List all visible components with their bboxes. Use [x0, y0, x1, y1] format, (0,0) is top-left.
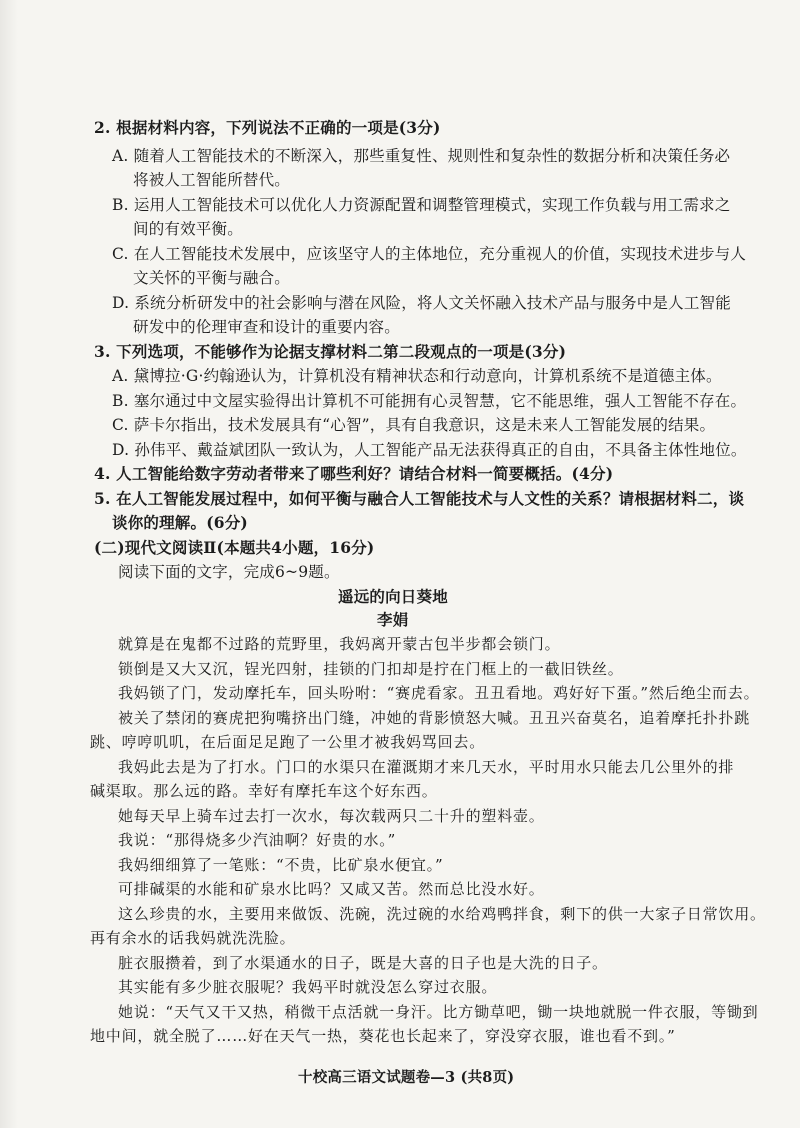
question-3-option-d: D. 孙伟平、戴益斌团队一致认为，人工智能产品无法获得真正的自由，不具备主体性地位。 — [112, 441, 747, 459]
scan-edge-shadow — [0, 0, 18, 1128]
question-2-option-b-line1: B. 运用人工智能技术可以优化人力资源配置和调整管理模式，实现工作负载与用工需求之 — [112, 196, 731, 214]
question-2-option-a-line2: 将被人工智能所替代。 — [133, 171, 291, 189]
passage-paragraph-12: 其实能有多少脏衣服呢？我妈平时就没怎么穿过衣服。 — [118, 978, 498, 996]
passage-paragraph-9: 可排碱渠的水能和矿泉水比吗？又咸又苦。然而总比没水好。 — [118, 880, 545, 898]
passage-paragraph-4-line1: 被关了禁闭的赛虎把狗嘴挤出门缝，冲她的背影愤怒大喊。丑丑兴奋莫名，追着摩托扑扑跳 — [118, 709, 751, 727]
question-2-option-c-line2: 文关怀的平衡与融合。 — [133, 269, 291, 287]
question-2-option-c-line1: C. 在人工智能技术发展中，应该坚守人的主体地位，充分重视人的价值，实现技术进步与人 — [112, 245, 747, 263]
question-2-option-d-line1: D. 系统分析研发中的社会影响与潜在风险，将人文关怀融入技术产品与服务中是人工智能 — [112, 294, 731, 312]
passage-paragraph-5-line1: 我妈此去是为了打水。门口的水渠只在灌溉期才来几天水，平时用水只能去几公里外的排 — [118, 758, 735, 776]
passage-paragraph-2: 锁倒是又大又沉，锃光四射，挂锁的门扣却是拧在门框上的一截旧铁丝。 — [118, 660, 624, 678]
passage-paragraph-8: 我妈细细算了一笔账：“不贵，比矿泉水便宜。” — [118, 856, 444, 874]
question-2-option-d-line2: 研发中的伦理审查和设计的重要内容。 — [133, 318, 400, 336]
passage-paragraph-7: 我说：“那得烧多少汽油啊？好贵的水。” — [118, 831, 397, 849]
passage-paragraph-13-line2: 地中间，就全脱了……好在天气一热，葵花也长起来了，穿没穿衣服，谁也看不到。” — [90, 1027, 676, 1045]
section-2-instruction: 阅读下面的文字，完成6~9题。 — [118, 563, 340, 581]
passage-paragraph-4-line2: 跳、哼哼叽叽，在后面足足跑了一公里才被我妈骂回去。 — [90, 733, 486, 751]
question-3-option-a: A. 黛博拉·G·约翰逊认为，计算机没有精神状态和行动意向，计算机系统不是道德主体。 — [112, 367, 722, 385]
passage-author: 李娟 — [377, 610, 409, 629]
section-2-heading: (二)现代文阅读Ⅱ(本题共4小题，16分) — [94, 538, 375, 557]
question-5-stem-line2: 谈你的理解。(6分) — [112, 513, 248, 532]
passage-paragraph-13-line1: 她说：“天气又干又热，稍微干点活就一身汗。比方锄草吧，锄一块地就脱一件衣服，等锄到 — [118, 1003, 759, 1021]
question-3-option-b: B. 塞尔通过中文屋实验得出计算机不可能拥有心灵智慧，它不能思维，强人工智能不存在。 — [112, 392, 747, 410]
passage-paragraph-3: 我妈锁了门，发动摩托车，回头吩咐：“赛虎看家。丑丑看地。鸡好好下蛋。”然后绝尘而去。 — [118, 684, 760, 702]
question-4-stem: 4. 人工智能给数字劳动者带来了哪些利好？请结合材料一简要概括。(4分) — [94, 464, 614, 483]
question-2-option-b-line2: 间的有效平衡。 — [133, 220, 243, 238]
passage-paragraph-1: 就算是在鬼都不过路的荒野里，我妈离开蒙古包半步都会锁门。 — [118, 635, 561, 653]
page-footer: 十校高三语文试题卷—3 (共8页) — [298, 1069, 515, 1086]
question-3-stem: 3. 下列选项，不能够作为论据支撑材料二第二段观点的一项是(3分) — [94, 342, 567, 361]
passage-paragraph-10-line2: 再有余水的话我妈就洗洗脸。 — [90, 929, 296, 947]
question-3-option-c: C. 萨卡尔指出，技术发展具有“心智”，具有自我意识，这是未来人工智能发展的结果。 — [112, 416, 716, 434]
passage-paragraph-6: 她每天早上骑车过去打一次水，每次载两只二十升的塑料壶。 — [118, 807, 545, 825]
passage-paragraph-10-line1: 这么珍贵的水，主要用来做饭、洗碗，洗过碗的水给鸡鸭拌食，剩下的供一大家子日常饮用。 — [118, 905, 766, 923]
question-2-stem: 2. 根据材料内容，下列说法不正确的一项是(3分) — [94, 118, 441, 137]
question-5-stem-line1: 5. 在人工智能发展过程中，如何平衡与融合人工智能技术与人文性的关系？请根据材料二，谈 — [94, 489, 745, 508]
question-2-option-a-line1: A. 随着人工智能技术的不断深入，那些重复性、规则性和复杂性的数据分析和决策任务必 — [112, 147, 731, 165]
passage-title: 遥远的向日葵地 — [338, 587, 448, 606]
passage-paragraph-5-line2: 碱渠取。那么远的路。幸好有摩托车这个好东西。 — [90, 782, 438, 800]
passage-paragraph-11: 脏衣服攒着，到了水渠通水的日子，既是大喜的日子也是大洗的日子。 — [118, 954, 608, 972]
